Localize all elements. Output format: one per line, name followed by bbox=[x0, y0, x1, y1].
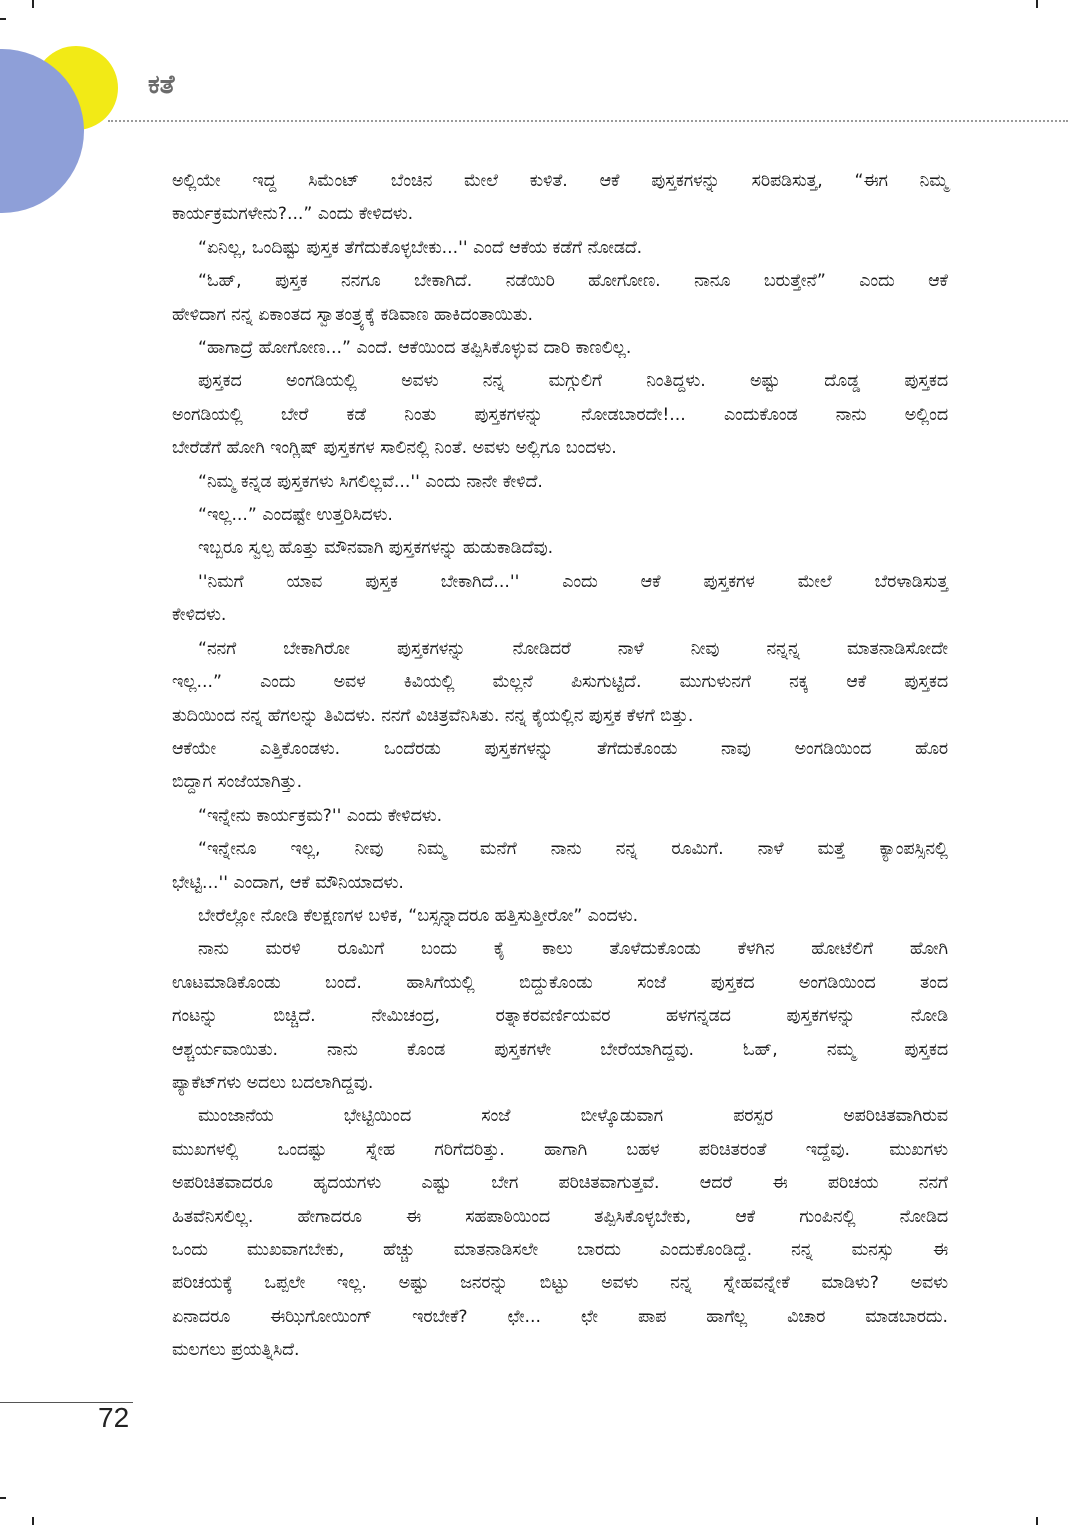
text-line: ಪುಸ್ತಕದ ಅಂಗಡಿಯಲ್ಲಿ ಅವಳು ನನ್ನ ಮಗ್ಗುಲಿಗೆ ನಿಂತಿದ್ದಳು. ಅಷ್ಟು ದೊಡ್ಡ ಪುಸ್ತಕದ bbox=[198, 371, 948, 392]
header-dotted-divider bbox=[108, 120, 1068, 122]
crop-mark bbox=[0, 1497, 6, 1499]
story-body bbox=[172, 165, 948, 1368]
text-line: “ಹಾಗಾದ್ರೆ ಹೋಗೋಣ...” ಎಂದೆ. ಆಕೆಯಿಂದ ತಪ್ಪಿಸಿಕೊಳ್ಳುವ ದಾರಿ ಕಾಣಲಿಲ್ಲ. bbox=[198, 338, 632, 359]
text-line: ಪ್ಯಾಕೆಟ್‌ಗಳು ಅದಲು ಬದಲಾಗಿದ್ದವು. bbox=[172, 1072, 374, 1093]
text-line: ಭೇಟ್ಟಿ...'' ಎಂದಾಗ, ಆಕೆ ಮೌನಿಯಾದಳು. bbox=[172, 872, 404, 893]
section-title: ಕತೆ bbox=[148, 70, 175, 100]
crop-mark bbox=[1036, 0, 1038, 8]
crop-mark bbox=[32, 1517, 34, 1525]
text-line: “ನನಗೆ ಬೇಕಾಗಿರೋ ಪುಸ್ತಕಗಳನ್ನು ನೋಡಿದರೆ ನಾಳೆ ನೀವು ನನ್ನನ್ನ ಮಾತನಾಡಿಸೋದೇ bbox=[198, 638, 948, 659]
text-line: ಮುಖಗಳಲ್ಲಿ ಒಂದಷ್ಟು ಸ್ನೇಹ ಗರಿಗೆದರಿತ್ತು. ಹಾಗಾಗಿ ಬಹಳ ಪರಿಚಿತರಂತೆ ಇದ್ದೆವು. ಮುಖಗಳು bbox=[172, 1139, 948, 1160]
text-line: ಇಬ್ಬರೂ ಸ್ವಲ್ಪ ಹೊತ್ತು ಮೌನವಾಗಿ ಪುಸ್ತಕಗಳನ್ನು ಹುಡುಕಾಡಿದೆವು. bbox=[198, 538, 554, 559]
text-line: ಮುಂಜಾನೆಯ ಭೇಟ್ಟಿಯಿಂದ ಸಂಜೆ ಬೀಳ್ಕೊಡುವಾಗ ಪರಸ್ಪರ ಅಪರಿಚಿತವಾಗಿರುವ bbox=[198, 1106, 948, 1127]
text-line: ಆಶ್ಚರ್ಯವಾಯಿತು. ನಾನು ಕೊಂಡ ಪುಸ್ತಕಗಳೇ ಬೇರೆಯಾಗಿದ್ದವು. ಓಹ್, ನಮ್ಮ ಪುಸ್ತಕದ bbox=[172, 1039, 948, 1060]
text-line: ಬೇರೆಲ್ಲೋ ನೋಡಿ ಕೆಲಕ್ಷಣಗಳ ಬಳಿಕ, “ಬಸ್ಸನ್ನಾದರೂ ಹತ್ತಿಸುತ್ತೀರೋ” ಎಂದಳು. bbox=[198, 905, 639, 926]
text-line: ಆಕೆಯೇ ಎತ್ತಿಕೊಂಡಳು. ಒಂದೆರಡು ಪುಸ್ತಕಗಳನ್ನು ತೆಗೆದುಕೊಂಡು ನಾವು ಅಂಗಡಿಯಿಂದ ಹೊರ bbox=[172, 738, 948, 759]
text-line: “ಇಲ್ಲ...” ಎಂದಷ್ಟೇ ಉತ್ತರಿಸಿದಳು. bbox=[198, 505, 393, 526]
text-line: ಇಲ್ಲ...” ಎಂದು ಅವಳ ಕಿವಿಯಲ್ಲಿ ಮೆಲ್ಲನೆ ಪಿಸುಗುಟ್ಟಿದೆ. ಮುಗುಳುನಗೆ ನಕ್ಕ ಆಕೆ ಪುಸ್ತಕದ bbox=[172, 672, 948, 693]
text-line: ಬಿದ್ದಾಗ ಸಂಜೆಯಾಗಿತ್ತು. bbox=[172, 772, 303, 793]
text-line: ಅಲ್ಲಿಯೇ ಇದ್ದ ಸಿಮೆಂಟ್ ಬೆಂಚಿನ ಮೇಲೆ ಕುಳಿತೆ. ಆಕೆ ಪುಸ್ತಕಗಳನ್ನು ಸರಿಪಡಿಸುತ್ತ, “ಈಗ ನಿಮ್ಮ bbox=[172, 171, 948, 191]
text-line: ''ನಿಮಗೆ ಯಾವ ಪುಸ್ತಕ ಬೇಕಾಗಿದೆ...'' ಎಂದು ಆಕೆ ಪುಸ್ತಕಗಳ ಮೇಲೆ ಬೆರಳಾಡಿಸುತ್ತ bbox=[198, 571, 948, 592]
page-number: 72 bbox=[98, 1402, 130, 1433]
crop-mark bbox=[1036, 1517, 1038, 1525]
text-line: ಅಂಗಡಿಯಲ್ಲಿ ಬೇರೆ ಕಡೆ ನಿಂತು ಪುಸ್ತಕಗಳನ್ನು ನೋಡಬಾರದೇ!... ಎಂದುಕೊಂಡ ನಾನು ಅಲ್ಲಿಂದ bbox=[172, 404, 948, 425]
text-line: ಹೇಳಿದಾಗ ನನ್ನ ಏಕಾಂತದ ಸ್ವಾತಂತ್ರ್ಯಕ್ಕೆ ಕಡಿವಾಣ ಹಾಕಿದಂತಾಯಿತು. bbox=[172, 304, 533, 325]
text-line: “ಓಹ್, ಪುಸ್ತಕ ನನಗೂ ಬೇಕಾಗಿದೆ. ನಡೆಯಿರಿ ಹೋಗೋಣ. ನಾನೂ ಬರುತ್ತೇನೆ” ಎಂದು ಆಕೆ bbox=[198, 271, 948, 292]
text-line: ನಾನು ಮರಳಿ ರೂಮಿಗೆ ಬಂದು ಕೈ ಕಾಲು ತೊಳೆದುಕೊಂಡು ಕೆಳಗಿನ ಹೋಟೆಲಿಗೆ ಹೋಗಿ bbox=[198, 939, 948, 960]
text-line: ಮಲಗಲು ಪ್ರಯತ್ನಿಸಿದೆ. bbox=[172, 1340, 300, 1361]
text-line: ಅಪರಿಚಿತವಾದರೂ ಹೃದಯಗಳು ಎಷ್ಟು ಬೇಗ ಪರಿಚಿತವಾಗುತ್ತವೆ. ಆದರೆ ಈ ಪರಿಚಯ ನನಗೆ bbox=[172, 1173, 948, 1194]
text-line: “ಇನ್ನೇನೂ ಇಲ್ಲ, ನೀವು ನಿಮ್ಮ ಮನೆಗೆ ನಾನು ನನ್ನ ರೂಮಿಗೆ. ನಾಳೆ ಮತ್ತೆ ಕ್ಯಾಂಪಸ್ಸಿನಲ್ಲಿ bbox=[198, 839, 948, 860]
text-line: ಊಟಮಾಡಿಕೊಂಡು ಬಂದೆ. ಹಾಸಿಗೆಯಲ್ಲಿ ಬಿದ್ದುಕೊಂಡು ಸಂಜೆ ಪುಸ್ತಕದ ಅಂಗಡಿಯಿಂದ ತಂದ bbox=[172, 972, 948, 993]
text-line: ಒಂದು ಮುಖವಾಗಬೇಕು, ಹೆಚ್ಚು ಮಾತನಾಡಿಸಲೇ ಬಾರದು ಎಂದುಕೊಂಡಿದ್ದೆ. ನನ್ನ ಮನಸ್ಸು ಈ bbox=[172, 1240, 948, 1260]
text-line: ಕೇಳಿದಳು. bbox=[172, 605, 227, 626]
text-line: ಏನಾದರೂ ಈಝಿಗೋಯಿಂಗ್ ಇರಬೇಕೆ? ಛೇ... ಛೇ ಪಾಪ ಹಾಗೆಲ್ಲ ವಿಚಾರ ಮಾಡಬಾರದು. bbox=[172, 1306, 948, 1327]
text-line: “ಏನಿಲ್ಲ, ಒಂದಿಷ್ಟು ಪುಸ್ತಕ ತೆಗೆದುಕೊಳ್ಳಬೇಕು...'' ಎಂದೆ ಆಕೆಯ ಕಡೆಗೆ ನೋಡದೆ. bbox=[198, 237, 643, 258]
text-line: “ಇನ್ನೇನು ಕಾರ್ಯಕ್ರಮ?'' ಎಂದು ಕೇಳಿದಳು. bbox=[198, 805, 443, 826]
decorative-circles bbox=[0, 0, 140, 220]
text-line: ಕಾರ್ಯಕ್ರಮಗಳೇನು?...” ಎಂದು ಕೇಳಿದಳು. bbox=[172, 204, 414, 225]
text-line: ಬೇರೆಡೆಗೆ ಹೋಗಿ ಇಂಗ್ಲಿಷ್ ಪುಸ್ತಕಗಳ ಸಾಲಿನಲ್ಲಿ ನಿಂತೆ. ಅವಳು ಅಲ್ಲಿಗೂ ಬಂದಳು. bbox=[172, 438, 617, 459]
text-line: “ನಿಮ್ಮ ಕನ್ನಡ ಪುಸ್ತಕಗಳು ಸಿಗಲಿಲ್ಲವೆ...'' ಎಂದು ನಾನೇ ಕೇಳಿದೆ. bbox=[198, 471, 543, 492]
text-line: ಗಂಟನ್ನು ಬಿಚ್ಚಿದೆ. ನೇಮಿಚಂದ್ರ, ರತ್ನಾಕರವರ್ಣಿಯವರ ಹಳಗನ್ನಡದ ಪುಸ್ತಕಗಳನ್ನು ನೋಡಿ bbox=[172, 1006, 948, 1027]
text-line: ಹಿತವೆನಿಸಲಿಲ್ಲ. ಹೇಗಾದರೂ ಈ ಸಹಪಾಠಿಯಿಂದ ತಪ್ಪಿಸಿಕೊಳ್ಳಬೇಕು, ಆಕೆ ಗುಂಪಿನಲ್ಲಿ ನೋಡಿದ bbox=[172, 1206, 948, 1227]
text-line: ತುದಿಯಿಂದ ನನ್ನ ಹೆಗಲನ್ನು ತಿವಿದಳು. ನನಗೆ ವಿಚಿತ್ರವೆನಿಸಿತು. ನನ್ನ ಕೈಯಲ್ಲಿನ ಪುಸ್ತಕ ಕೆಳಗೆ ಬಿತ್ತು. bbox=[172, 705, 694, 726]
text-line: ಪರಿಚಯಕ್ಕೆ ಒಪ್ಪಲೇ ಇಲ್ಲ. ಅಷ್ಟು ಜನರನ್ನು ಬಿಟ್ಟು ಅವಳು ನನ್ನ ಸ್ನೇಹವನ್ನೇಕೆ ಮಾಡಿಳು? ಅವಳು bbox=[172, 1273, 948, 1294]
